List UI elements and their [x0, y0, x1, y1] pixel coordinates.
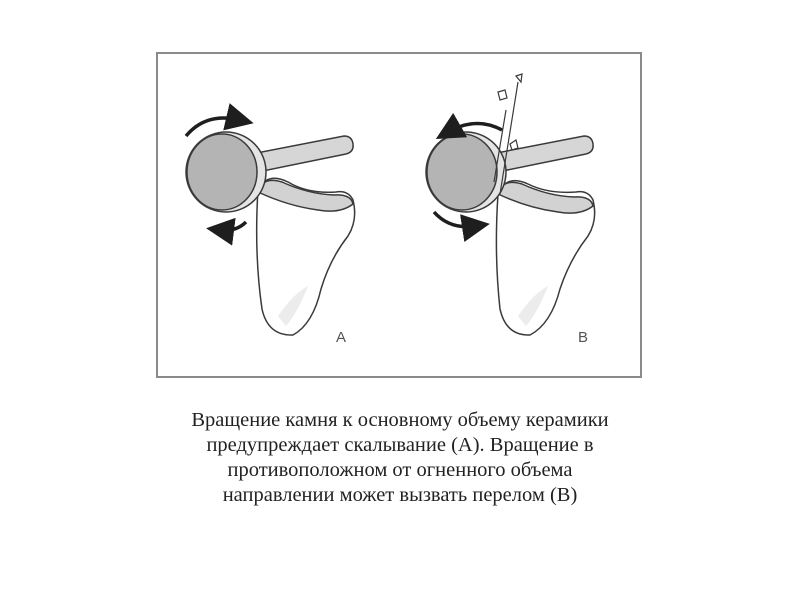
figure-frame [156, 52, 642, 378]
caption-line-2: предупреждает скалывание (А). Вращение в [206, 434, 594, 456]
stone-b [427, 134, 497, 210]
rotation-arrow-bottom-b [434, 212, 476, 227]
illustration [158, 54, 640, 376]
caption-line-1: Вращение камня к основному объему керамики [191, 409, 609, 431]
panel-label-b: B [578, 329, 589, 346]
rotation-arrow-bottom-a [220, 222, 246, 230]
panel-label-a: A [336, 329, 347, 346]
chip-fragment-b-3 [510, 140, 518, 150]
caption-line-3: противоположном от огненного объема [227, 459, 573, 481]
stone-a [187, 134, 257, 210]
panel-b [426, 74, 595, 346]
chip-fragment-b-2 [516, 74, 522, 82]
chip-fragment-b-1 [498, 90, 507, 100]
panel-a [186, 118, 355, 346]
caption-line-4: направлении может вызвать перелом (В) [222, 484, 578, 506]
figure-caption [60, 408, 740, 508]
rotation-arrow-top-b [448, 123, 502, 132]
